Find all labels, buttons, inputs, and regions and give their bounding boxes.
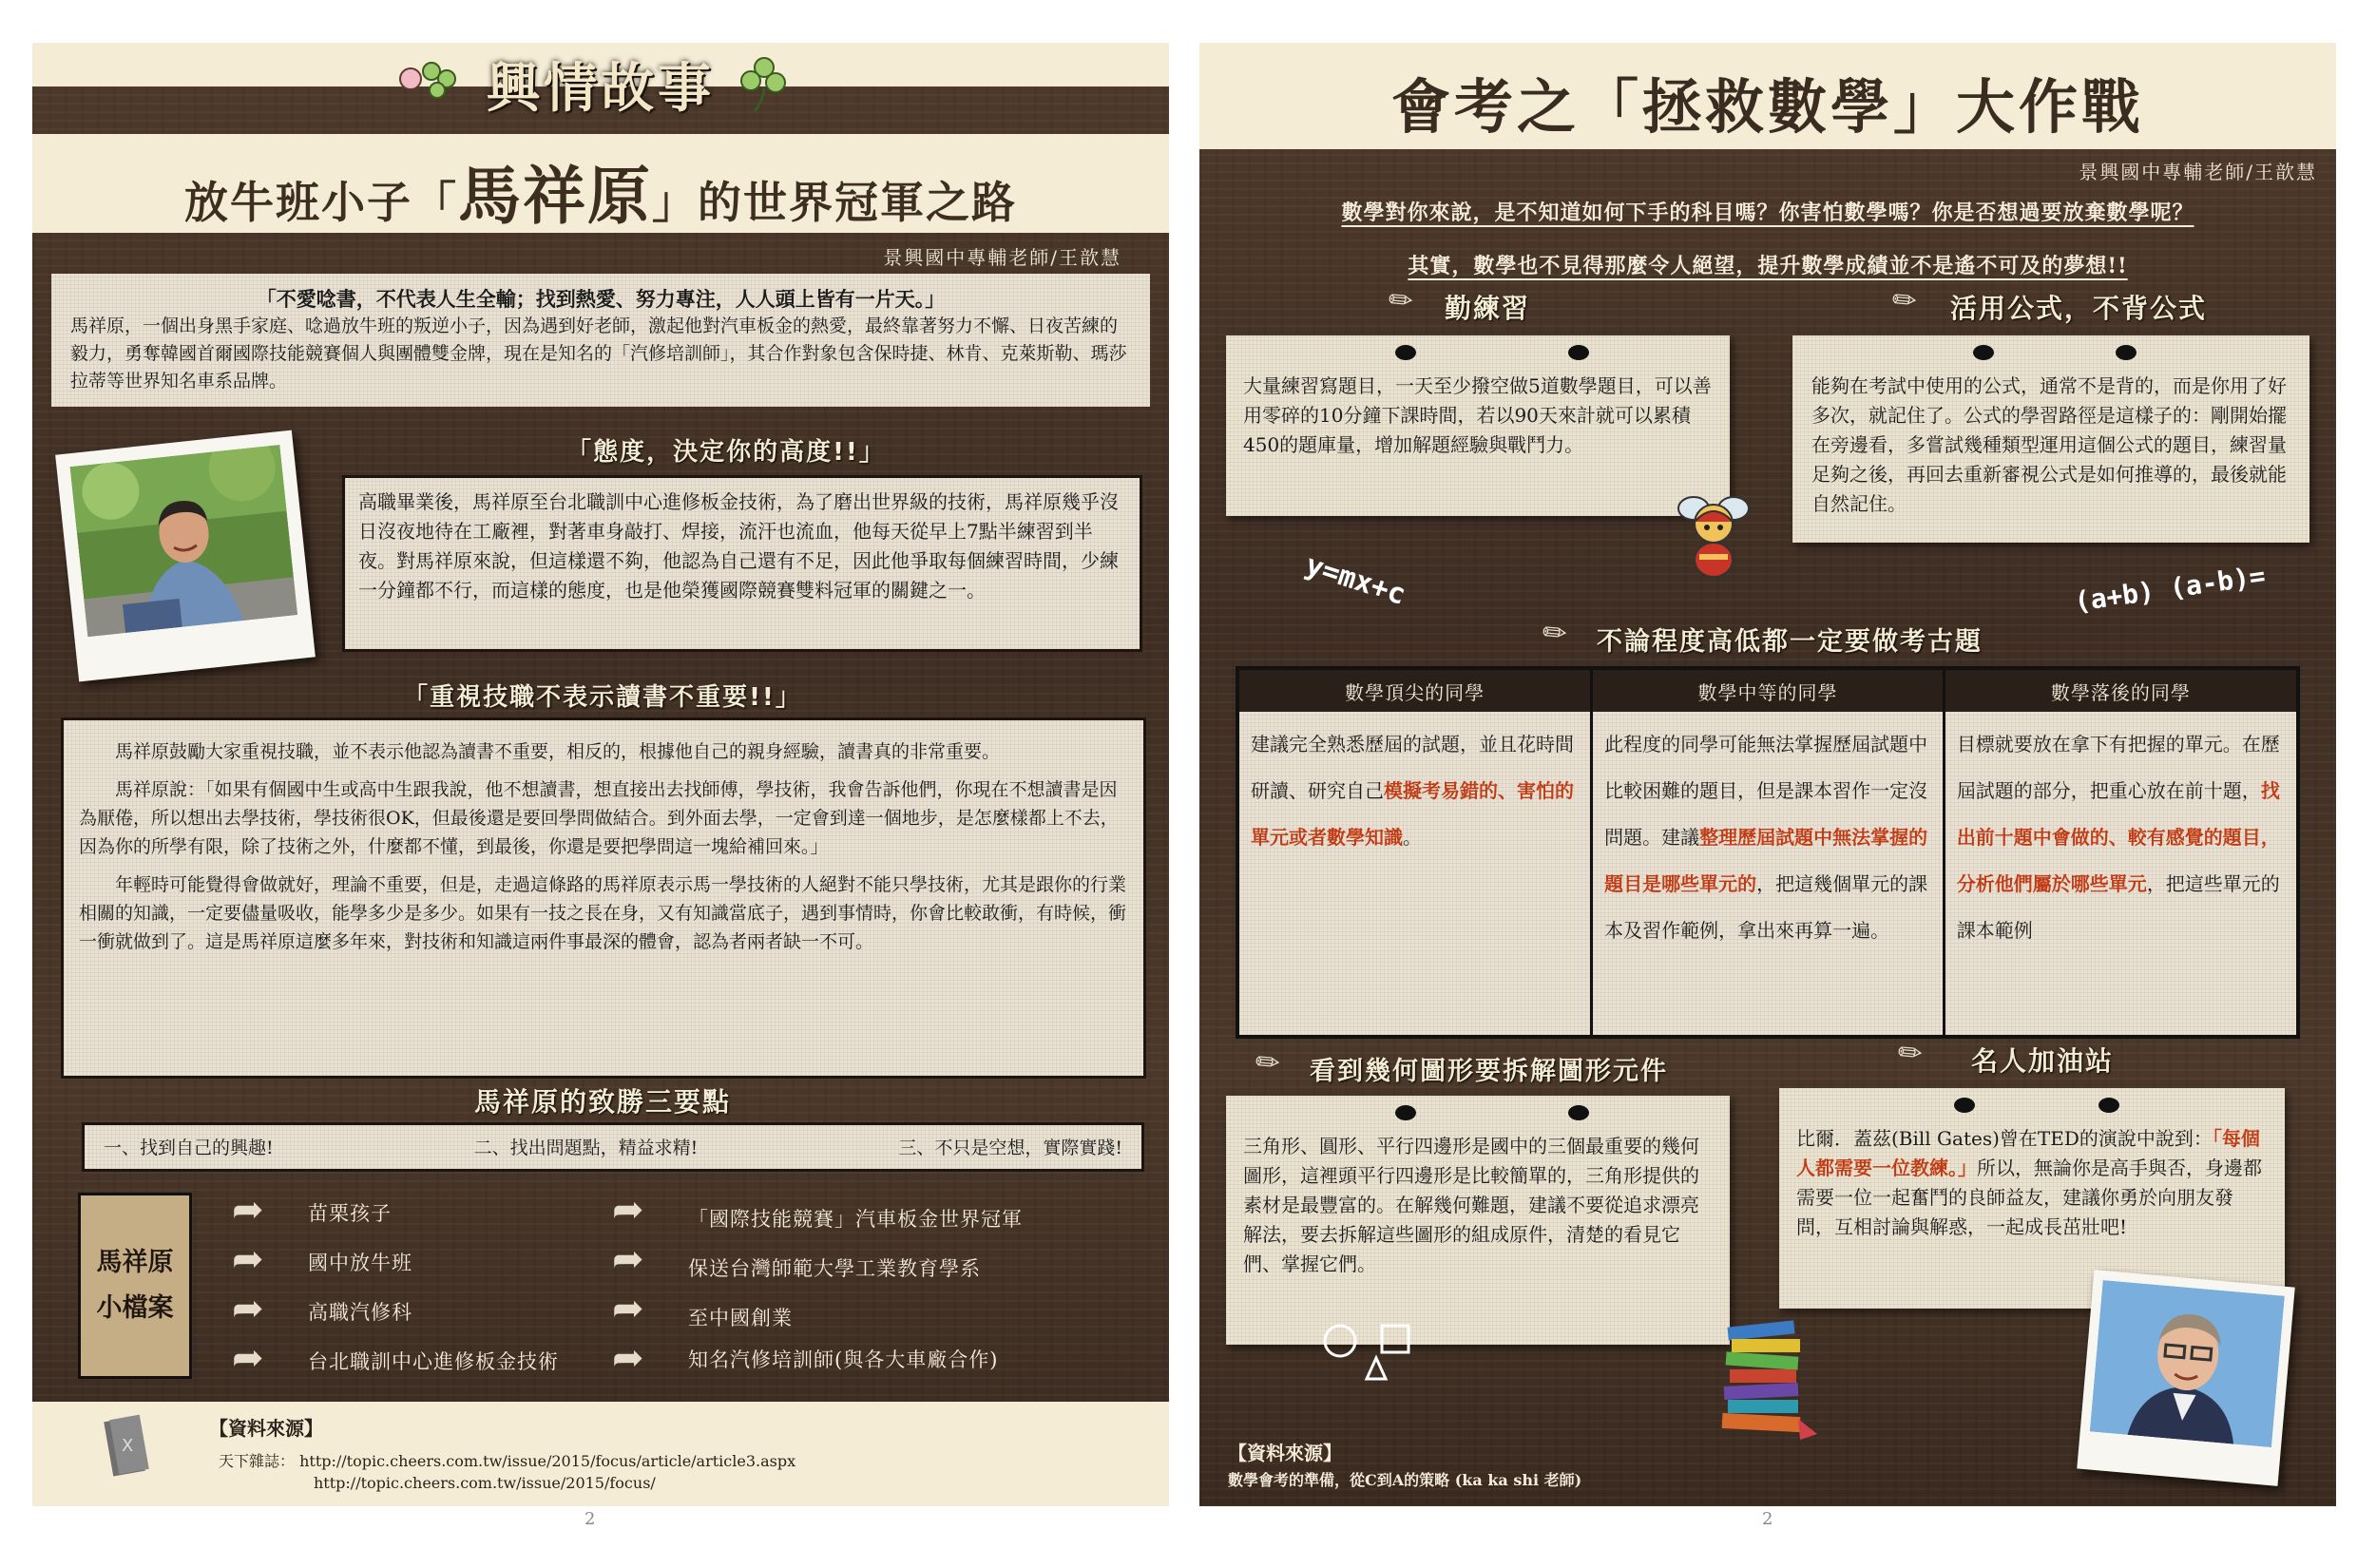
- table-cell-top: [1239, 712, 1592, 1035]
- page-number-left: 2: [584, 1509, 596, 1529]
- photo-ma-xiangyuan: [55, 430, 316, 682]
- curved-arrow-icon: ➦: [612, 1287, 644, 1330]
- left-page: [32, 43, 1169, 1506]
- pin-icon: [2116, 345, 2137, 360]
- heading-skill: 「重視技職不表示讀書不重要!!」: [403, 683, 802, 712]
- skill-paragraph-1: 馬祥原鼓勵大家重視技職，並不表示他認為讀書不重要，相反的，根據他自己的親身經驗，讀書真的非常重要。: [115, 741, 1001, 762]
- heading-exam: 不論程度高低都一定要做考古題: [1597, 627, 1983, 657]
- photo-bill-gates: [2077, 1270, 2294, 1486]
- sources-text: 數學會考的準備，從C到A的策略 (ka ka shi 老師): [1228, 1471, 1582, 1489]
- page-number-right: 2: [1762, 1509, 1773, 1529]
- key-point: 一、找到自己的興趣!: [104, 1138, 274, 1158]
- curved-arrow-icon: ➦: [232, 1336, 264, 1380]
- intro-box: [51, 274, 1150, 407]
- intro-question: 數學對你來說，是不知道如何下手的科目嗎？你害怕數學嗎？你是否想過要放棄數學呢？: [1341, 201, 2194, 225]
- article-subtitle: [32, 145, 1169, 236]
- pin-icon: [1973, 345, 1994, 360]
- subtitle-prefix: 放牛班小子「: [184, 177, 458, 228]
- cell-text: 此程度的同學可能無法掌握歷屆試題中比較困難的題目，但是課本習作一定沒問題。建議: [1604, 733, 1928, 849]
- geometry-note: [1226, 1096, 1730, 1345]
- page-title: 興情故事: [487, 58, 715, 120]
- skill-box: [61, 717, 1146, 1079]
- author-byline: 景興國中專輔老師/王歆慧: [2079, 161, 2317, 183]
- skill-paragraph-3: 年輕時可能覺得會做就好，理論不重要，但是，走過這條路的馬祥原表示馬一學技術的人絕對不能只學技術，尤其是跟你的行業相關的知識，一定要儘量吸收，能學多少是多少。如果有一技之長在身，又有知識當底子，遇到事情時，你會比較敢衝，有時候，衝一衝就做到了。這是馬祥原這麼多年來，對技術和知識這兩件事最深的體會，認為者兩者缺一不可。: [79, 874, 1127, 952]
- path-item: 高職汽修科: [308, 1301, 412, 1324]
- table-cell-middle: [1592, 712, 1945, 1035]
- table-header: 數學中等的同學: [1592, 670, 1945, 712]
- path-item: 保送台灣師範大學工業教育學系: [688, 1257, 981, 1280]
- pin-icon: [1395, 1105, 1416, 1120]
- cell-text: 。: [1403, 826, 1422, 849]
- shapes-icon: [1321, 1320, 1426, 1386]
- sources-line: http://topic.cheers.com.tw/issue/2015/focus/: [314, 1474, 656, 1492]
- famous-note: [1779, 1088, 2285, 1309]
- geometry-text: 三角形、圓形、平行四邊形是國中的三個最重要的幾何圖形，這裡頭平行四邊形是比較簡單的，三角形提供的素材是最豐富的。在解幾何難題，建議不要從追求漂亮解法，要去拆解這些圖形的組成原件，清楚的看見它們、掌握它們。: [1243, 1135, 1699, 1275]
- keys-box: [82, 1122, 1144, 1172]
- heading-formula: 活用公式，不背公式: [1950, 293, 2208, 324]
- profile-label-file: 小檔案: [96, 1293, 174, 1323]
- path-item: 知名汽修培訓師(與各大車廠合作): [688, 1348, 999, 1371]
- path-item: 台北職訓中心進修板金技術: [308, 1350, 559, 1373]
- practice-text: 大量練習寫題目，一天至少撥空做5道數學題目，可以善用零碎的10分鐘下課時間，若以90天來計就可以累積450的題庫量，增加解題經驗與戰鬥力。: [1243, 374, 1712, 456]
- subtitle-suffix: 」的世界冠軍之路: [652, 177, 1017, 228]
- portrait-photo: [70, 445, 298, 637]
- path-item: 至中國創業: [688, 1307, 793, 1329]
- intro-text: 馬祥原，一個出身黑手家庭、唸過放牛班的叛逆小子，因為遇到好老師，激起他對汽車板金的熱愛，最終靠著努力不懈、日夜苦練的毅力，勇奪韓國首爾國際技能競賽個人與團體雙金牌，現在是知名的「汽修培訓師」，其合作對象包含保時捷、林肯、克萊斯勒、瑪莎拉蒂等世界知名車系品牌。: [70, 316, 1127, 392]
- exam-table-container: [1236, 666, 2300, 1039]
- cell-text: 目標就要放在拿下有把握的單元。在歷屆試題的部分，把重心放在前十題，: [1956, 733, 2280, 802]
- intro-encouragement: 其實，數學也不見得那麼令人絕望，提升數學成績並不是遙不可及的夢想!!: [1408, 254, 2128, 278]
- formula-text: 能夠在考試中使用的公式，通常不是背的，而是你用了好多次，就記住了。公式的學習路徑是這樣子的：剛開始擺在旁邊看，多嘗試幾種類型運用這個公式的題目，練習量足夠之後，再回去重新審視公式是如何推導的，最後就能自然記住。: [1811, 374, 2287, 515]
- skill-paragraph-2: 馬祥原說：「如果有個國中生或高中生跟我說，他不想讀書，想直接出去找師傅，學技術，我會告訴他們，你現在不想讀書是因為厭倦，所以想出去學技術，學技術很OK，但最後還是要回學問做結合。到外面去學，一定會到達一個地步，是怎麼樣都上不去，因為你的所學有限，除了技術之外，什麼都不懂，到最後，你還是要把學問這一塊給補回來。」: [79, 779, 1119, 857]
- right-page: [1199, 43, 2336, 1506]
- sources-label: 【資料來源】: [1228, 1442, 1342, 1464]
- svg-text:X: X: [122, 1436, 134, 1456]
- pencil-icon: ✎: [1890, 1033, 1931, 1074]
- formula-note: [1792, 335, 2309, 543]
- pencil-icon: ✎: [1248, 1042, 1289, 1083]
- curved-arrow-icon: ➦: [232, 1188, 264, 1232]
- exam-advice-table: [1239, 670, 2296, 1035]
- book-icon: [103, 1413, 150, 1480]
- pin-icon: [2098, 1098, 2119, 1113]
- cell-highlight: 整理歷屆試題中無法掌握的題目是哪些單元的: [1604, 826, 1928, 895]
- curved-arrow-icon: ➦: [612, 1188, 644, 1232]
- pencil-icon: ✎: [1885, 280, 1926, 321]
- profile-tab: [78, 1193, 192, 1379]
- author-byline: 景興國中專輔老師/王歆慧: [883, 246, 1121, 269]
- pin-icon: [1568, 345, 1589, 360]
- cell-text: ，把這幾個單元的課本及習作範例，拿出來再算一遍。: [1604, 872, 1928, 942]
- heading-famous: 名人加油站: [1971, 1045, 2115, 1077]
- pencil-icon: ✎: [1381, 280, 1422, 321]
- key-point: 三、不只是空想，實際實踐!: [898, 1138, 1122, 1158]
- key-point: 二、找出問題點，精益求精!: [473, 1138, 699, 1158]
- cell-text: ，把這些單元的課本範例: [1956, 872, 2280, 942]
- heading-geometry: 看到幾何圖形要拆解圖形元件: [1310, 1057, 1668, 1086]
- formula-line: y=mx+c: [1301, 548, 1410, 612]
- table-header: 數學頂尖的同學: [1239, 670, 1592, 712]
- heading-attitude: 「態度，決定你的高度!!」: [566, 438, 886, 467]
- path-item: 「國際技能競賽」汽車板金世界冠軍: [688, 1208, 1023, 1231]
- famous-text: 比爾．蓋茲(Bill Gates)曾在TED的演說中說到：: [1796, 1127, 2213, 1150]
- portrait-photo: [2090, 1280, 2285, 1447]
- sources-label: 【資料來源】: [209, 1417, 323, 1440]
- heading-practice: 勤練習: [1445, 293, 1531, 324]
- subtitle-name: 馬祥原: [458, 160, 652, 233]
- cell-highlight: 模擬考易錯的、害怕的單元或者數學知識: [1251, 779, 1574, 849]
- bee-mascot-icon: [1671, 480, 1756, 584]
- famous-text-end: 所以，無論你是高手與否，身邊都需要一位一起奮鬥的良師益友，建議你勇於向朋友發問，互相討論與解惑，一起成長茁壯吧!: [1796, 1157, 2262, 1238]
- path-item: 苗栗孩子: [308, 1202, 392, 1225]
- profile-label-name: 馬祥原: [96, 1248, 174, 1277]
- cell-text: 建議完全熟悉歷屆的試題，並且花時間研讀、研究自己: [1251, 733, 1574, 802]
- pin-icon: [1568, 1105, 1589, 1120]
- table-cell-bottom: [1944, 712, 2296, 1035]
- sources-band: [32, 1402, 1169, 1506]
- heading-keys: 馬祥原的致勝三要點: [473, 1086, 731, 1118]
- intro-quote: 「不愛唸書，不代表人生全輸；找到熱愛、努力專注，人人頭上皆有一片天。」: [256, 287, 946, 311]
- pin-icon: [1954, 1098, 1975, 1113]
- formula-square: (a+b) (a-b)=: [2072, 560, 2268, 618]
- sources-line: 天下雜誌： http://topic.cheers.com.tw/issue/2015/focus/article/article3.aspx: [219, 1452, 796, 1470]
- pin-icon: [1395, 345, 1416, 360]
- cell-highlight: 找出前十題中會做的、較有感覺的題目，分析他們屬於哪些單元: [1956, 779, 2280, 895]
- pencil-icon: ✎: [1535, 613, 1576, 654]
- practice-note: [1226, 335, 1730, 516]
- famous-quote: 「每個人都需要一位教練。」: [1796, 1127, 2260, 1179]
- curved-arrow-icon: ➦: [232, 1237, 264, 1281]
- page-title: 會考之「拯救數學」大作戰: [1390, 72, 2144, 142]
- curved-arrow-icon: ➦: [612, 1336, 644, 1380]
- path-item: 國中放牛班: [308, 1252, 412, 1274]
- book-stack-icon: [1718, 1314, 1823, 1447]
- curved-arrow-icon: ➦: [612, 1237, 644, 1281]
- attitude-box: 高職畢業後，馬祥原至台北職訓中心進修板金技術，為了磨出世界級的技術，馬祥原幾乎沒日沒夜地待在工廠裡，對著車身敲打、焊接，流汗也流血，他每天從早上7點半練習到半夜。對馬祥原來說，但這樣還不夠，他認為自己還有不足，因此他爭取每個練習時間，少練一分鐘都不行，而這樣的態度，也是他榮獲國際競賽雙料冠軍的關鍵之一。: [342, 475, 1142, 652]
- curved-arrow-icon: ➦: [232, 1287, 264, 1330]
- table-header: 數學落後的同學: [1944, 670, 2296, 712]
